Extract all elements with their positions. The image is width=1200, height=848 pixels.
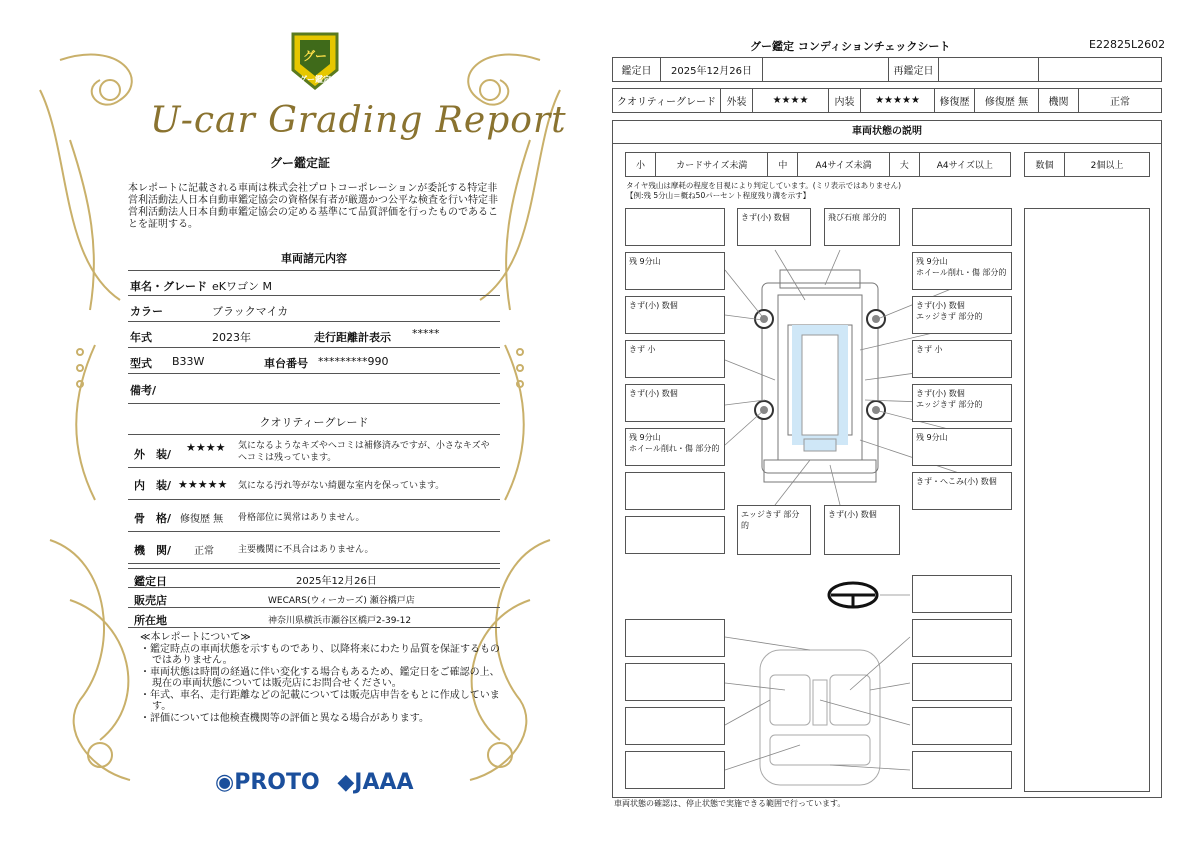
dealer-value: WECARS(ウィーカーズ) 瀬谷橋戸店 xyxy=(268,596,415,606)
count-desc: 2個以上 xyxy=(1065,153,1150,177)
engine-label: 機 関/ xyxy=(134,544,172,557)
interior-row xyxy=(128,468,500,500)
engine-label: 機関 xyxy=(1039,89,1079,113)
date-value: 2025年12月26日 xyxy=(661,58,763,82)
address-label: 所在地 xyxy=(134,614,167,627)
jaaa-logo-icon: ◆ xyxy=(337,770,355,795)
remarks-label: 備考/ xyxy=(130,384,157,397)
condition-box xyxy=(912,575,1012,613)
tire-note-2: 【例:残 5分山＝概ね50パーセント程度残り溝を示す】 xyxy=(626,191,811,200)
notes-title: ≪本レポートについて≫ xyxy=(140,632,251,643)
note-item: ・評価については他検査機関等の評価と異なる場合があります。 xyxy=(140,712,429,724)
grade-label: クオリティーグレード xyxy=(613,89,721,113)
frame-label: 骨 格/ xyxy=(134,512,172,525)
model-value: B33W xyxy=(172,355,205,368)
logos xyxy=(215,770,414,795)
condition-heading: 車両状態の説明 xyxy=(612,120,1162,144)
address-row xyxy=(128,608,500,628)
proto-logo-icon: ◉ xyxy=(215,770,235,795)
proto-logo: PROTO xyxy=(234,770,320,795)
note-item: ・車両状態は時間の経過に伴い変化する場合もあるため、鑑定日をご確認の上、現在の車両状態については販売店にお問合せください。 xyxy=(140,666,500,689)
condition-box: きず(小) 数個 xyxy=(737,208,811,246)
chassis-value: *********990 xyxy=(318,355,389,368)
condition-box xyxy=(912,707,1012,745)
size-small: 小 xyxy=(626,153,656,177)
size-mid: 中 xyxy=(768,153,798,177)
condition-box: 残 9分山 xyxy=(625,252,725,290)
car-name-label: 車名・グレード xyxy=(130,280,207,293)
color-label: カラー xyxy=(130,305,163,318)
sheet-title: グー鑑定 コンディションチェックシート xyxy=(750,40,951,53)
condition-box xyxy=(912,619,1012,657)
date-label: 鑑定日 xyxy=(134,575,167,588)
dealer-label: 販売店 xyxy=(134,594,167,607)
exterior-desc: 気になるようなキズやヘコミは補修済みですが、小さなキズやヘコミは残っています。 xyxy=(238,441,490,463)
date-value: 2025年12月26日 xyxy=(296,576,377,587)
interior-desc: 気になる汚れ等がない綺麗な室内を保っています。 xyxy=(238,481,445,491)
model-row xyxy=(128,348,500,374)
condition-box: 残 9分山 xyxy=(912,428,1012,466)
ext-label: 外装 xyxy=(721,89,753,113)
color-value: ブラックマイカ xyxy=(212,305,289,318)
condition-box xyxy=(912,208,1012,246)
condition-box xyxy=(625,751,725,789)
frame-row xyxy=(128,500,500,532)
count-label: 数個 xyxy=(1025,153,1065,177)
dealer-row xyxy=(128,588,500,608)
engine-value: 正常 xyxy=(1079,89,1162,113)
int-stars: ★★★★★ xyxy=(861,89,935,113)
frame-desc: 骨格部位に異常はありません。 xyxy=(238,513,365,523)
size-mid-desc: A4サイズ未満 xyxy=(798,153,889,177)
condition-box: 残 9分山 ホイール削れ・傷 部分的 xyxy=(625,428,725,466)
chassis-label: 車台番号 xyxy=(264,357,308,370)
svg-text:グー: グー xyxy=(302,49,328,63)
condition-box xyxy=(625,472,725,510)
exterior-row xyxy=(128,434,500,468)
condition-box xyxy=(625,208,725,246)
badge-label: グー鑑定 xyxy=(299,75,331,84)
exterior-label: 外 装/ xyxy=(134,448,172,461)
condition-box xyxy=(912,751,1012,789)
condition-check-sheet xyxy=(600,0,1200,848)
sheet-id: E22825L2602 xyxy=(1089,38,1166,51)
repair-label: 修復歴 xyxy=(935,89,975,113)
condition-box: 残 9分山 ホイール削れ・傷 部分的 xyxy=(912,252,1012,290)
size-large: 大 xyxy=(889,153,919,177)
condition-box xyxy=(625,707,725,745)
condition-box: きず 小 xyxy=(912,340,1012,378)
condition-box: きず(小) 数個 エッジきず 部分的 xyxy=(912,296,1012,334)
certificate-intro: 本レポートに記載される車両は株式会社プロトコーポレーションが委託する特定非営利活動法人日本自動車鑑定協会の資格保有者が厳選かつ公平な検査を行い特定非営利活動法人日本自動車鑑定協会の定める基準にて品質評価を行ったものであることを証明する。 xyxy=(128,183,498,230)
engine-value: 正常 xyxy=(194,546,214,557)
int-label: 内装 xyxy=(829,89,861,113)
interior-label: 内 装/ xyxy=(134,479,172,492)
mileage-value: ***** xyxy=(412,327,440,340)
note-item: ・年式、車名、走行距離などの記載については販売店申告をもとに作成しています。 xyxy=(140,689,500,712)
condition-box xyxy=(625,619,725,657)
condition-box: きず・へこみ(小) 数個 xyxy=(912,472,1012,510)
report-title: U-car Grading Report xyxy=(150,100,567,141)
tire-note-1: タイヤ残山は摩耗の程度を目視により判定しています。(ミリ表示ではありません) xyxy=(626,181,902,190)
condition-box xyxy=(625,663,725,701)
date-label: 鑑定日 xyxy=(613,58,661,82)
engine-row xyxy=(128,532,500,564)
address-value: 神奈川県横浜市瀬谷区橋戸2-39-12 xyxy=(268,616,412,626)
exterior-stars: ★★★★ xyxy=(186,441,226,454)
condition-box: きず(小) 数個 xyxy=(824,505,900,555)
interior-stars: ★★★★★ xyxy=(178,478,228,491)
size-large-desc: A4サイズ以上 xyxy=(919,153,1010,177)
ext-stars: ★★★★ xyxy=(753,89,829,113)
frame-value: 修復歴 無 xyxy=(180,514,224,525)
note-item: ・鑑定時点の車両状態を示すものであり、以降将来にわたり品質を保証するものではありません。 xyxy=(140,643,500,666)
condition-box: きず 小 xyxy=(625,340,725,378)
car-name-row xyxy=(128,270,500,296)
spec-heading: 車両諸元内容 xyxy=(281,252,347,265)
condition-box: きず(小) 数個 xyxy=(625,384,725,422)
condition-box: エッジきず 部分的 xyxy=(737,505,811,555)
color-row xyxy=(128,296,500,322)
year-row xyxy=(128,322,500,348)
year-label: 年式 xyxy=(130,331,152,344)
condition-box: きず(小) 数個 エッジきず 部分的 xyxy=(912,384,1012,422)
year-value: 2023年 xyxy=(212,331,251,344)
engine-desc: 主要機関に不具合はありません。 xyxy=(238,545,374,555)
mileage-label: 走行距離計表示 xyxy=(314,331,391,344)
reinspect-label: 再鑑定日 xyxy=(889,58,939,82)
certificate-title: グー鑑定証 xyxy=(269,156,330,170)
condition-box: 飛び石痕 部分的 xyxy=(824,208,900,246)
date-row xyxy=(128,568,500,588)
remarks-row xyxy=(128,374,500,404)
report-notes xyxy=(140,632,500,724)
condition-box xyxy=(625,516,725,554)
model-label: 型式 xyxy=(130,357,152,370)
size-small-desc: カードサイズ未満 xyxy=(656,153,768,177)
grade-heading: クオリティーグレード xyxy=(259,416,369,429)
condition-box: きず(小) 数個 xyxy=(625,296,725,334)
car-name-value: eKワゴン M xyxy=(212,280,272,293)
repair-value: 修復歴 無 xyxy=(975,89,1039,113)
condition-box xyxy=(912,663,1012,701)
jaaa-logo: JAAA xyxy=(354,770,414,795)
footer-note: 車両状態の確認は、停止状態で実施できる範囲で行っています。 xyxy=(614,799,846,808)
